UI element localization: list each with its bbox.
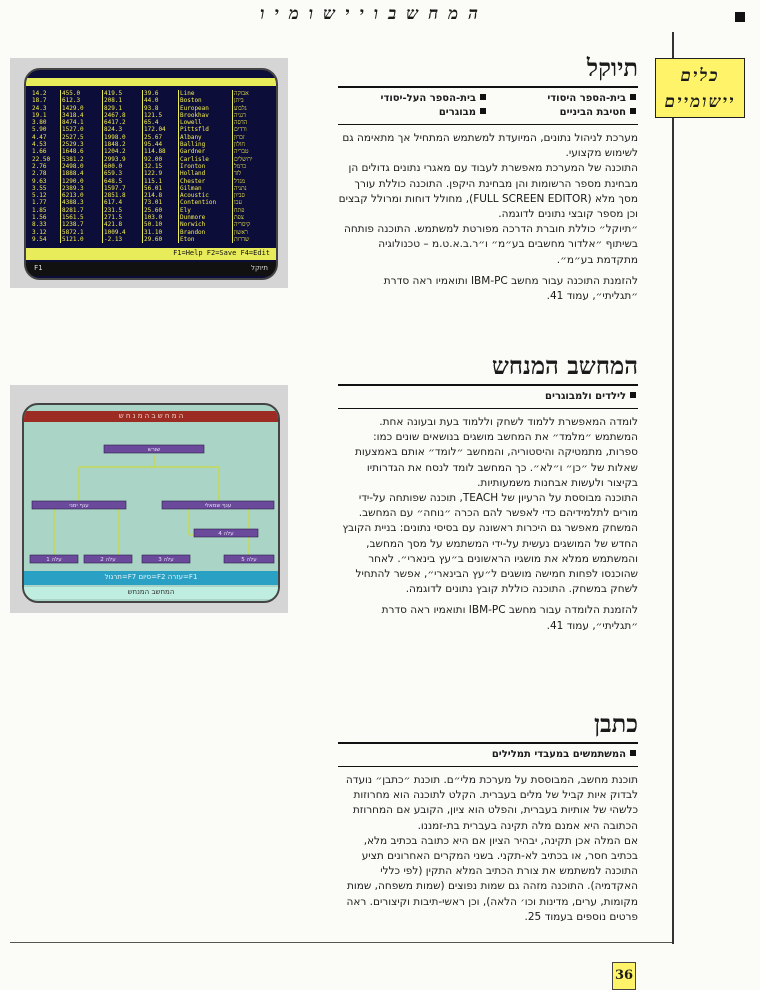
- article-paragraph: אם המלה אכן תקינה, יבהיר הציון אם היא כתובה בכתיב מלא, בכתיב חסר, או בכתיב לא-תקני. בשני המקרים האחרונים תציע התוכנה למשתמש את צורת הכתיב המלא התקין (לפי כללי האקדמיה). התוכנה מזהה גם שמות נפוצים (שמות משפחה, שמות מקומות, ערים, מדינות וכו׳ הלאה), וכן ראשי-תיבות וקיצורים. ראה פרטים נוספים בעמוד 25.: [346, 834, 638, 923]
- table-cell: נתניה: [232, 185, 268, 192]
- table-cell: 271.5: [102, 214, 142, 221]
- bullet-icon: [630, 108, 636, 114]
- meta-rule: [338, 124, 638, 125]
- table-row: [32, 185, 268, 192]
- table-cell: 1290.0: [60, 178, 102, 185]
- tree-node-label: עלה 2: [100, 557, 116, 564]
- table-row: [32, 156, 268, 163]
- table-cell: Gardner: [178, 148, 232, 155]
- table-cell: 25.67: [142, 134, 178, 141]
- table-cell: 8.33: [32, 221, 47, 229]
- table-cell: 1848.2: [102, 141, 142, 148]
- page-bottom-rule: [10, 942, 672, 943]
- table-cell: 39.6: [142, 90, 178, 97]
- table-cell: קיסריה: [232, 221, 268, 228]
- table-cell: פתח: [232, 207, 268, 214]
- table-cell: ביתן: [232, 97, 268, 104]
- table-cell: Brookhav: [178, 112, 232, 119]
- table-cell: 1.66: [32, 148, 47, 156]
- table-cell: 5.90: [32, 126, 47, 134]
- table-cell: 824.3: [102, 126, 142, 133]
- table-cell: 114.88: [142, 148, 178, 155]
- screenshot-tiyukal: [10, 58, 288, 288]
- table-cell: 214.8: [142, 192, 178, 199]
- table-cell: 103.0: [142, 214, 178, 221]
- audience-list: [338, 390, 638, 404]
- table-row: [32, 178, 268, 185]
- table-row: [32, 97, 268, 104]
- table-cell: 1.56: [32, 214, 47, 222]
- table-cell: ראשון: [232, 229, 268, 236]
- table-cell: 2.78: [32, 170, 47, 178]
- bullet-icon: [630, 750, 636, 756]
- bullet-icon: [630, 94, 636, 100]
- bullet-icon: [480, 94, 486, 100]
- title-rule: [338, 742, 638, 744]
- table-cell: 5121.0: [60, 236, 102, 243]
- article-guessing-computer: [338, 350, 638, 634]
- audience-item: המשתמשים במעבדי תמלילים: [338, 748, 638, 762]
- table-cell: European: [178, 105, 232, 112]
- table-cell: ורדים: [232, 126, 268, 133]
- audience-item: לילדים ולמבוגרים: [338, 390, 638, 404]
- meta-rule: [338, 408, 638, 409]
- table-cell: סביון: [232, 192, 268, 199]
- running-header-title: ה מ ח ש ב ו י י ש ו מ י ו: [260, 4, 480, 24]
- table-cell: 2498.0: [60, 163, 102, 170]
- table-cell: 4.47: [32, 133, 47, 141]
- table-cell: 648.5: [102, 178, 142, 185]
- database-table: [32, 90, 268, 244]
- screen-top-bar: [26, 78, 276, 86]
- crt-screen: [22, 403, 280, 603]
- screenshot-guessing-computer: [10, 385, 288, 613]
- table-cell: 829.1: [102, 105, 142, 112]
- table-cell: 2851.8: [102, 192, 142, 199]
- table-cell: Balling: [178, 141, 232, 148]
- screen-footer: [24, 571, 278, 585]
- table-cell: 50.10: [142, 221, 178, 228]
- table-row: [32, 105, 268, 112]
- table-cell: 172.04: [142, 126, 178, 133]
- article-paragraph: תוכנת מחשב, המבוססת על מערכת מלי״ם. תוכנת ״כתבן״ נועדה לבדוק איות קביל של מלים בעברית. הקלט לתוכנה הוא מחרוזות כלשהי של אותיות בעברית, והפלט הוא ציון, הקובע אם המחרוזת הכתובה היא אמנם מלה תקינה בעברית בת-זמננו.: [345, 774, 638, 832]
- section-tag: [655, 58, 745, 118]
- table-cell: 2527.5: [60, 134, 102, 141]
- article-paragraph: התוכנה מבוססת על הרעיון של TEACH, תוכנה שפותחה על-ידי מורים לתלמידיהם כדי לאפשר להם הכרה ״נוחה״ עם המחשב.: [358, 492, 638, 520]
- table-cell: 8281.7: [60, 207, 102, 214]
- table-cell: 19.1: [32, 111, 47, 119]
- table-cell: הדסה: [232, 119, 268, 126]
- table-cell: לוד: [232, 170, 268, 177]
- table-row: [32, 90, 268, 97]
- table-cell: 1998.0: [102, 134, 142, 141]
- table-cell: 3.80: [32, 119, 47, 127]
- table-cell: 1888.4: [60, 170, 102, 177]
- section-tag-line1: כלים: [680, 66, 720, 86]
- table-row: [32, 192, 268, 199]
- screen-footer: [26, 262, 276, 276]
- table-cell: Holland: [178, 170, 232, 177]
- table-cell: 65.4: [142, 119, 178, 126]
- table-cell: 8474.1: [60, 119, 102, 126]
- table-cell: 612.3: [60, 97, 102, 104]
- table-cell: 1429.0: [60, 105, 102, 112]
- article-paragraph: ״תיוקל״ כוללת חוברת הדרכה מפורטת למשתמש. התוכנה פותחה בשיתוף ״אלדור מחשבים בע״מ״ ו״ר.ב.א.ט.מ – טכנולוגיה מתקדמת בע״מ״.: [343, 223, 638, 266]
- table-cell: שדרות: [232, 236, 268, 243]
- audience-item: חטיבת הביניים: [488, 106, 638, 120]
- table-cell: Gilman: [178, 185, 232, 192]
- table-cell: גלבוע: [232, 105, 268, 112]
- table-cell: 73.01: [142, 199, 178, 206]
- table-cell: 44.0: [142, 97, 178, 104]
- table-cell: 2467.8: [102, 112, 142, 119]
- footer-left: F1: [34, 264, 43, 272]
- table-cell: Dunmore: [178, 214, 232, 221]
- order-note: להזמנת התוכנה עבור מחשב IBM-PC ותואמיו ראה סדרת ״תגליתי״, עמוד 41.: [383, 274, 638, 303]
- table-cell: 121.5: [142, 112, 178, 119]
- column-divider: [672, 32, 674, 944]
- table-cell: 22.50: [32, 155, 51, 163]
- table-cell: מגדל: [232, 178, 268, 185]
- table-cell: 115.1: [142, 178, 178, 185]
- article-paragraph: התוכנה של המערכת מאפשרת לעבוד עם מאגרי נתונים גדולים הן מבחינת מספר הרשומות והן מבחינת היקפן. התוכנה כוללת עורך מסך מלא (FULL SCREEN EDITOR), מחולל דוחות ומרולל קבצים וכן מספר קובצי נתונים לדוגמה.: [338, 162, 638, 221]
- table-cell: 1597.7: [102, 185, 142, 192]
- table-cell: -2.13: [102, 236, 142, 243]
- table-row: [32, 141, 268, 148]
- table-cell: 455.0: [60, 90, 102, 97]
- table-row: [32, 126, 268, 133]
- table-cell: 2.76: [32, 162, 47, 170]
- tree-node-label: ענף שמאלי: [204, 503, 232, 510]
- tree-node-label: שורש: [147, 447, 161, 454]
- table-cell: 421.8: [102, 221, 142, 228]
- table-row: [32, 134, 268, 141]
- table-cell: 5872.1: [60, 229, 102, 236]
- table-cell: 4.53: [32, 141, 47, 149]
- table-cell: 1.85: [32, 206, 47, 214]
- header-square-icon: [735, 12, 745, 22]
- screen-footer-2: [24, 587, 278, 599]
- table-cell: Norwich: [178, 221, 232, 228]
- table-cell: 5381.2: [60, 156, 102, 163]
- table-cell: 25.60: [142, 207, 178, 214]
- table-cell: 3.55: [32, 184, 47, 192]
- table-row: [32, 170, 268, 177]
- article-title: כתבן: [593, 709, 638, 738]
- table-cell: 9.54: [32, 235, 47, 243]
- table-row: [32, 214, 268, 221]
- table-cell: Ely: [178, 207, 232, 214]
- table-cell: 14.2: [32, 90, 47, 97]
- footer-right: תיוקל: [250, 264, 268, 272]
- table-cell: 1204.2: [102, 148, 142, 155]
- table-cell: 1561.5: [60, 214, 102, 221]
- table-cell: 659.3: [102, 170, 142, 177]
- article-tiyukal: [338, 52, 638, 304]
- article-paragraph: לומדה המאפשרת ללמוד לשחק וללמוד בעת ובעונה אחת. המשתמש ״מלמד״ את המחשב מושגים בנושאים שונים כמו: ספרות, מתמטיקה והיסטוריה, והמחשב ״לומד״ אותם באמצעות שאלות של ״כן״ ו״לא״. כך המחשב לומד לנסח את הגדרותיו בקיצור ולעשות אבחנות משמעותיות.: [354, 416, 638, 489]
- table-cell: Acoustic: [178, 192, 232, 199]
- table-cell: Albany: [178, 134, 232, 141]
- tree-node-label: עלה 1: [46, 557, 62, 564]
- page-header: [0, 0, 760, 32]
- table-cell: 3418.4: [60, 112, 102, 119]
- table-cell: 1527.0: [60, 126, 102, 133]
- table-row: [32, 229, 268, 236]
- table-cell: 1648.6: [60, 148, 102, 155]
- table-cell: 29.60: [142, 236, 178, 243]
- table-cell: זכרון: [232, 134, 268, 141]
- table-row: [32, 112, 268, 119]
- tree-node-label: עלה 5: [241, 557, 257, 564]
- table-cell: 208.1: [102, 97, 142, 104]
- table-cell: 6417.2: [102, 119, 142, 126]
- tree-node-label: ענף ימני: [69, 503, 89, 510]
- table-cell: 600.0: [102, 163, 142, 170]
- table-row: [32, 236, 268, 243]
- table-cell: Boston: [178, 97, 232, 104]
- table-cell: 93.8: [142, 105, 178, 112]
- crt-screen: [24, 68, 278, 280]
- status-bar: [26, 248, 276, 260]
- audience-list: [338, 92, 638, 120]
- page-number: 36: [612, 962, 636, 990]
- table-cell: 56.01: [142, 185, 178, 192]
- table-cell: טבריה: [232, 148, 268, 155]
- table-cell: 9.63: [32, 177, 47, 185]
- bullet-icon: [630, 392, 636, 398]
- tree-node-label: עלה 4: [218, 531, 234, 538]
- table-cell: Eton: [178, 236, 232, 243]
- table-cell: 122.9: [142, 170, 178, 177]
- table-cell: 95.44: [142, 141, 178, 148]
- table-cell: כרמל: [232, 163, 268, 170]
- table-cell: Line: [178, 90, 232, 97]
- screen-footer-text: F1=עזרה F2=סיום F7=תרגול: [104, 573, 198, 581]
- table-cell: Carlisle: [178, 156, 232, 163]
- table-cell: 1009.4: [102, 229, 142, 236]
- table-cell: 1.77: [32, 199, 47, 207]
- section-tag-line2: יישומיים: [664, 92, 736, 112]
- audience-item: בית-הספר העל-יסודי: [338, 92, 488, 106]
- screen-footer-line2: המחשב המנחש: [127, 588, 175, 596]
- table-cell: 18.7: [32, 97, 47, 105]
- table-cell: 2389.3: [60, 185, 102, 192]
- table-row: [32, 163, 268, 170]
- table-cell: 4388.3: [60, 199, 102, 206]
- article-title: תיוקל: [586, 53, 638, 82]
- title-rule: [338, 384, 638, 386]
- audience-list: [338, 748, 638, 762]
- table-row: [32, 199, 268, 206]
- table-cell: דגניה: [232, 112, 268, 119]
- table-cell: 32.15: [142, 163, 178, 170]
- table-row: [32, 221, 268, 228]
- table-cell: Lowell: [178, 119, 232, 126]
- table-cell: 5.12: [32, 192, 47, 200]
- screen-header-text: ה מ ח ש ב ה מ נ ח ש: [118, 412, 184, 420]
- table-cell: 3.12: [32, 228, 47, 236]
- meta-rule: [338, 766, 638, 767]
- table-cell: 92.00: [142, 156, 178, 163]
- article-paragraph: המשחק מאפשר גם היכרות ראשונה עם בסיסי נתונים: בניית הקובץ החדש של המושגים נעשית על-ידי המשתמש על מסך המחשב, והמשתמש ממלא את מושגיו הראשונים ב״עץ בינארי״. לאחר שהוכנסו לפחות חמישה מושגים ל״עץ הבינארי״, אפשר להתחיל לשחק במשחק. התוכנה כוללת קובץ נתונים לדוגמה.: [342, 522, 638, 596]
- table-cell: Pittsfld: [178, 126, 232, 133]
- table-cell: 231.5: [102, 207, 142, 214]
- table-cell: 1238.7: [60, 221, 102, 228]
- table-cell: חולון: [232, 141, 268, 148]
- table-row: [32, 119, 268, 126]
- table-cell: עכו: [232, 199, 268, 206]
- table-cell: 6213.0: [60, 192, 102, 199]
- table-row: [32, 207, 268, 214]
- audience-item: מבוגרים: [338, 106, 488, 120]
- table-cell: 2529.3: [60, 141, 102, 148]
- table-cell: Contention: [178, 199, 232, 206]
- article-paragraph: מערכת לניהול נתונים, המיועדת למשתמש המתחיל אך מתאימה גם לשימוש מקצועי.: [342, 132, 638, 160]
- table-row: [32, 148, 268, 155]
- status-line: F1=Help F2=Save F4=Edit: [173, 249, 270, 257]
- table-cell: 24.3: [32, 104, 47, 112]
- table-cell: 2993.9: [102, 156, 142, 163]
- table-cell: ירושלים: [232, 156, 268, 163]
- tree-node-label: עלה 3: [158, 557, 174, 564]
- article-katvan: [338, 708, 638, 925]
- table-cell: 31.10: [142, 229, 178, 236]
- article-title: המחשב המנחש: [491, 351, 638, 380]
- table-cell: Ironton: [178, 163, 232, 170]
- bullet-icon: [480, 108, 486, 114]
- title-rule: [338, 86, 638, 88]
- audience-item: בית-הספר היסודי: [488, 92, 638, 106]
- table-cell: 617.4: [102, 199, 142, 206]
- table-cell: Brandon: [178, 229, 232, 236]
- table-cell: אבוקה: [232, 90, 268, 97]
- table-cell: צפת: [232, 214, 268, 221]
- order-note: להזמנת הלומדה עבור מחשב IBM-PC ותואמיו ראה סדרת ״תגליתי״, עמוד 41.: [381, 604, 638, 632]
- table-cell: 419.5: [102, 90, 142, 97]
- table-cell: Chester: [178, 178, 232, 185]
